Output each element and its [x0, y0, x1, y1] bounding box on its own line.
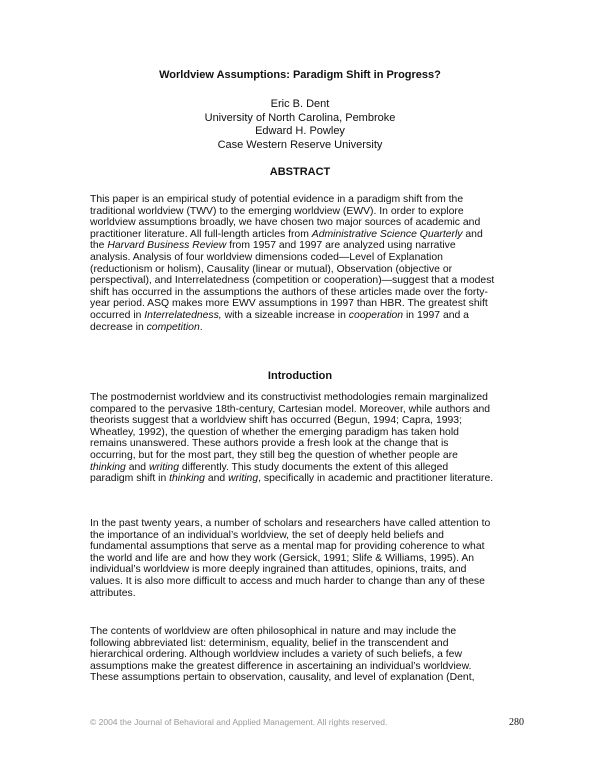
text-line: occurred in Interrelatedness, with a sizeable increase in cooperation in 1997 and a [90, 309, 469, 321]
page-number: 280 [509, 717, 524, 728]
text-line: compared to the pervasive 18th-century, Cartesian model. Moreover, while authors and [90, 403, 491, 415]
text-line: thinking and writing differently. This study documents the extent of this alleged [90, 461, 449, 473]
text-line: In the past twenty years, a number of scholars and researchers have called attention to [90, 518, 491, 529]
copyright-footer: © 2004 the Journal of Behavioral and Applied Management. All rights reserved. [90, 717, 388, 727]
text-line: values. It is also more difficult to access and much harder to change than any of these [90, 575, 485, 587]
author-block [0, 98, 600, 152]
text-line: hierarchical ordering. Although worldview includes a variety of such beliefs, a few [90, 649, 462, 661]
author-affiliation: University of North Carolina, Pembroke [204, 111, 396, 124]
intro-paragraph-3 [90, 626, 530, 684]
text-line: following abbreviated list: determinism, equality, belief in the transcendent and [90, 637, 449, 649]
text-line: decrease in competition. [90, 321, 203, 333]
text-line: The postmodernist worldview and its constructivist methodologies remain marginalized [90, 392, 488, 403]
abstract-heading: ABSTRACT [269, 166, 331, 178]
text-line: paradigm shift in thinking and writing, specifically in academic and practitioner literature. [90, 473, 494, 485]
author-name: Eric B. Dent [270, 98, 330, 110]
text-line: year period. ASQ makes more EWV assumptions in 1997 than HBR. The greatest shift [90, 298, 488, 310]
text-line: This paper is an empirical study of potential evidence in a paradigm shift from the [90, 194, 464, 205]
text-line: theorists suggest that a worldview shift has occurred (Begun, 1994; Capra, 1993; [90, 415, 462, 427]
text-line: The contents of worldview are often philosophical in nature and may include the [90, 626, 457, 637]
author-affiliation: Case Western Reserve University [217, 138, 383, 151]
text-line: attributes. [90, 587, 136, 599]
text-line: perspectival), and Interrelatedness (competition or cooperation)—suggest that a modest [90, 275, 495, 287]
text-line: worldview assumptions broadly, we have chosen two major sources of academic and [90, 217, 481, 229]
text-line: fundamental assumptions that serve as a mental map for providing coherence to what [90, 541, 485, 553]
text-line: individual’s worldview is more deeply ingrained than attitudes, opinions, traits, and [90, 564, 467, 576]
text-line: Wheatley, 1992), the question of whether the emerging paradigm has taken hold [90, 426, 459, 438]
text-line: (reductionism or holism), Causality (linear or mutual), Observation (objective or [90, 263, 453, 275]
text-line: traditional worldview (TWV) to the emerging worldview (EWV). In order to explore [90, 205, 464, 217]
text-line: occurring, but for the most part, they still beg the question of whether people are [90, 449, 458, 461]
introduction-heading: Introduction [267, 370, 333, 382]
abstract-paragraph [90, 194, 530, 333]
text-line: the Harvard Business Review from 1957 and 1997 are analyzed using narrative [90, 240, 456, 252]
text-line: practitioner literature. All full-length articles from Administrative Science Quarterly and [90, 228, 483, 240]
text-line: These assumptions pertain to observation, causality, and level of explanation (Dent, [90, 672, 475, 684]
intro-paragraph-2 [90, 518, 530, 599]
text-line: analysis. Analysis of four worldview dimensions coded—Level of Explanation [90, 251, 443, 263]
text-line: the importance of an individual’s worldview, the set of deeply held beliefs and [90, 529, 444, 541]
text-line: shift has occurred in the assumptions the authors of these articles made over the forty- [90, 286, 488, 298]
author-name: Edward H. Powley [255, 125, 345, 137]
text-line: remains unanswered. These authors provide a fresh look at the change that is [90, 438, 449, 450]
paper-title: Worldview Assumptions: Paradigm Shift in Progress? [159, 69, 441, 81]
text-line: assumptions make the greatest difference in ascertaining an individual’s worldview. [90, 660, 472, 672]
intro-paragraph-1 [90, 392, 530, 485]
text-line: the world and life are and how they work (Gersick, 1991; Slife & Williams, 1995). An [90, 552, 475, 564]
